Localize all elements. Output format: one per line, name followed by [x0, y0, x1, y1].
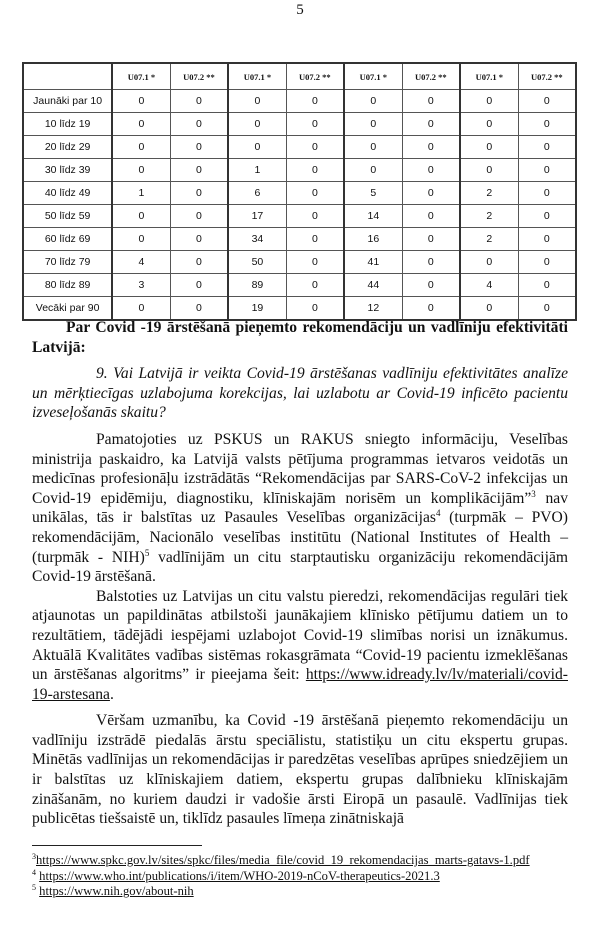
table-cell: 0	[228, 113, 286, 136]
table-header-cell: U07.2 **	[286, 63, 344, 90]
table-cell: 0	[518, 182, 576, 205]
row-label: 80 līdz 89	[23, 274, 112, 297]
paragraph-text: .	[109, 685, 114, 703]
table-row	[23, 251, 576, 274]
table-cell: 19	[228, 297, 286, 321]
table-row	[23, 274, 576, 297]
table-cell: 0	[460, 90, 518, 113]
age-group-table	[22, 62, 577, 321]
footnote-number: 5	[32, 882, 36, 892]
table-cell: 0	[460, 297, 518, 321]
table-cell: 0	[402, 274, 460, 297]
table-cell: 0	[228, 90, 286, 113]
table-row	[23, 113, 576, 136]
table-cell: 14	[344, 205, 402, 228]
table-cell: 0	[286, 113, 344, 136]
table-cell: 0	[344, 90, 402, 113]
table-cell: 0	[518, 251, 576, 274]
table-cell: 0	[112, 228, 170, 251]
table-cell: 0	[170, 205, 228, 228]
table-cell: 0	[518, 228, 576, 251]
row-label: 30 līdz 39	[23, 159, 112, 182]
table-cell: 0	[518, 274, 576, 297]
page-number: 5	[296, 2, 304, 18]
table-cell: 0	[112, 113, 170, 136]
table-cell: 0	[112, 90, 170, 113]
row-label: 60 līdz 69	[23, 228, 112, 251]
table-cell: 0	[286, 274, 344, 297]
footnote-link-nih[interactable]: https://www.nih.gov/about-nih	[39, 884, 194, 898]
footnotes	[32, 853, 572, 900]
paragraph-1	[32, 430, 568, 587]
table-cell: 2	[460, 182, 518, 205]
table-cell: 12	[344, 297, 402, 321]
table-cell: 0	[170, 251, 228, 274]
table-cell: 0	[518, 90, 576, 113]
table-cell: 0	[112, 297, 170, 321]
table-header-row	[23, 63, 576, 90]
table-cell: 0	[170, 228, 228, 251]
table-cell: 16	[344, 228, 402, 251]
table-cell: 0	[170, 113, 228, 136]
table-cell: 0	[170, 182, 228, 205]
footnote-3	[32, 853, 572, 869]
idready-link[interactable]: https://www.idready.lv/lv/materiali/covid-19-arstesana	[32, 666, 568, 703]
table-header-cell: U07.1 *	[228, 63, 286, 90]
footnote-number: 4	[32, 867, 36, 877]
table-cell: 0	[170, 90, 228, 113]
table-cell: 0	[344, 136, 402, 159]
paragraph-text: Pamatojoties uz PSKUS un RAKUS sniegto informāciju, Veselības ministrija paskaidro, ka Latvijā valsts pētījuma programmas ietvaros veidotās un medicīnas profesionāļu izstrādātās “Rekomendācijas par SARS-CoV-2 infekcijas un Covid-19 epidēmiju, diagnostiku, klīniskajām norisēm un komplikācijām”	[32, 430, 568, 507]
table-cell: 4	[112, 251, 170, 274]
table-cell: 0	[402, 205, 460, 228]
table-header-cell	[23, 63, 112, 90]
table-row	[23, 136, 576, 159]
paragraph-2	[32, 587, 568, 705]
table-header-cell: U07.2 **	[402, 63, 460, 90]
row-label: 20 līdz 29	[23, 136, 112, 159]
table-row	[23, 205, 576, 228]
table-cell: 0	[460, 159, 518, 182]
row-label: 10 līdz 19	[23, 113, 112, 136]
row-label: Vecāki par 90	[23, 297, 112, 321]
table-cell: 0	[170, 136, 228, 159]
table-header-cell: U07.1 *	[460, 63, 518, 90]
table-cell: 3	[112, 274, 170, 297]
table-cell: 34	[228, 228, 286, 251]
section-heading: Par Covid -19 ārstēšanā pieņemto rekomendāciju un vadlīniju efektivitāti Latvijā:	[32, 319, 568, 356]
table-cell: 0	[286, 228, 344, 251]
table-header-cell: U07.2 **	[170, 63, 228, 90]
table-cell: 0	[344, 159, 402, 182]
paragraph-text: nav unikālas, tās ir balstītas uz Pasaules Veselības organizācijas	[32, 489, 568, 527]
table-cell: 41	[344, 251, 402, 274]
footnote-ref-5[interactable]: 5	[144, 547, 150, 558]
table-cell: 4	[460, 274, 518, 297]
table-cell: 0	[286, 136, 344, 159]
row-label: 70 līdz 79	[23, 251, 112, 274]
table-body	[23, 90, 576, 321]
table-cell: 0	[286, 90, 344, 113]
table-row	[23, 159, 576, 182]
table-cell: 0	[402, 297, 460, 321]
table-cell: 0	[518, 136, 576, 159]
table-cell: 0	[460, 113, 518, 136]
table-row	[23, 182, 576, 205]
row-label: Jaunāki par 10	[23, 90, 112, 113]
table-row	[23, 228, 576, 251]
document-body	[32, 318, 568, 829]
footnote-ref-3[interactable]: 3	[531, 488, 536, 499]
table-cell: 50	[228, 251, 286, 274]
table-cell: 0	[518, 297, 576, 321]
table-cell: 2	[460, 205, 518, 228]
footnote-link-spkc[interactable]: https://www.spkc.gov.lv/sites/spkc/files/media_file/covid_19_rekomendacijas_marts-gatavs-1.pdf	[36, 853, 530, 867]
table-cell: 0	[518, 113, 576, 136]
table-cell: 0	[460, 136, 518, 159]
table-cell: 0	[170, 274, 228, 297]
table-cell: 0	[344, 113, 402, 136]
table-cell: 0	[170, 159, 228, 182]
table-cell: 0	[286, 205, 344, 228]
table-cell: 0	[402, 113, 460, 136]
footnote-separator	[32, 845, 202, 846]
paragraph-text: Balstoties uz Latvijas un citu valstu pieredzi, rekomendācijas regulāri tiek atjaunotas un papildinātas atbilstoši jaunākajiem klīnisko pētījumu datiem un to rezultātiem, tādējādi iespējami uzlabojot Covid-19 slimības norisi un iznākumus. Aktuālā Kvalitātes vadības sistēmas rokasgrāmata “Covid-19 pacientu izmeklēšanas un ārstēšanas algoritms” ir pieejama šeit:	[32, 587, 568, 684]
footnote-link-who[interactable]: https://www.who.int/publications/i/item/WHO-2019-nCoV-therapeutics-2021.3	[39, 868, 440, 883]
table-cell: 0	[228, 136, 286, 159]
table-cell: 0	[286, 251, 344, 274]
paragraph-text: (turpmāk – PVO) rekomendācijām, Nacionālo veselības institūtu (National Institutes of Health – (turpmāk - NIH)	[32, 509, 568, 566]
question-text: 9. Vai Latvijā ir veikta Covid-19 ārstēšanas vadlīniju efektivitātes analīze un mērķtiecīgas uzlabojuma korekcijas, lai uzlabotu ar Covid-19 inficēto pacientu izveseļošanās skaitu?	[32, 365, 568, 422]
table-cell: 0	[402, 251, 460, 274]
table-cell: 0	[402, 182, 460, 205]
table-cell: 1	[112, 182, 170, 205]
table-header-cell: U07.1 *	[344, 63, 402, 90]
footnote-ref-4[interactable]: 4	[435, 508, 441, 519]
table-cell: 0	[112, 205, 170, 228]
table-cell: 0	[518, 205, 576, 228]
table-cell: 0	[286, 159, 344, 182]
paragraph-text: vadlīnijām un citu starptautisku organizāciju rekomendācijām Covid-19 ārstēšanā.	[32, 548, 568, 586]
table-cell: 0	[402, 136, 460, 159]
table-header-cell: U07.1 *	[112, 63, 170, 90]
row-label: 50 līdz 59	[23, 205, 112, 228]
table-cell: 0	[170, 297, 228, 321]
table-row	[23, 297, 576, 321]
table-cell: 0	[402, 90, 460, 113]
table-cell: 6	[228, 182, 286, 205]
table-cell: 0	[402, 228, 460, 251]
table-cell: 0	[112, 159, 170, 182]
table-cell: 5	[344, 182, 402, 205]
table-row	[23, 90, 576, 113]
table-cell: 0	[460, 251, 518, 274]
table-cell: 1	[228, 159, 286, 182]
footnote-number: 3	[32, 851, 36, 861]
table-header-cell: U07.2 **	[518, 63, 576, 90]
table-cell: 17	[228, 205, 286, 228]
table-cell: 0	[286, 297, 344, 321]
table-cell: 44	[344, 274, 402, 297]
table-cell: 0	[286, 182, 344, 205]
footnote-5	[32, 884, 572, 900]
table-cell: 0	[518, 159, 576, 182]
table-cell: 2	[460, 228, 518, 251]
row-label: 40 līdz 49	[23, 182, 112, 205]
footnote-4	[32, 869, 572, 885]
table-cell: 0	[402, 159, 460, 182]
paragraph-3: Vēršam uzmanību, ka Covid -19 ārstēšanā pieņemto rekomendāciju un vadlīniju izstrādē piedalās ārstu speciālistu, statistiķu un citu ekspertu grupas. Minētās vadlīnijas un rekomendācijas ir paredzētas veselības aprūpes sniedzējiem un ir balstītas uz klīniskajiem datiem, ekspertu grupas dalībnieku klīniskajām zināšanām, no kuriem daudzi ir vadošie ārsti Eiropā un pasaulē. Vadlīnijas tiek publicētas tiešsaistē un, tiklīdz pasaules līmeņa zinātniskajā	[32, 712, 568, 828]
table-cell: 89	[228, 274, 286, 297]
table-cell: 0	[112, 136, 170, 159]
